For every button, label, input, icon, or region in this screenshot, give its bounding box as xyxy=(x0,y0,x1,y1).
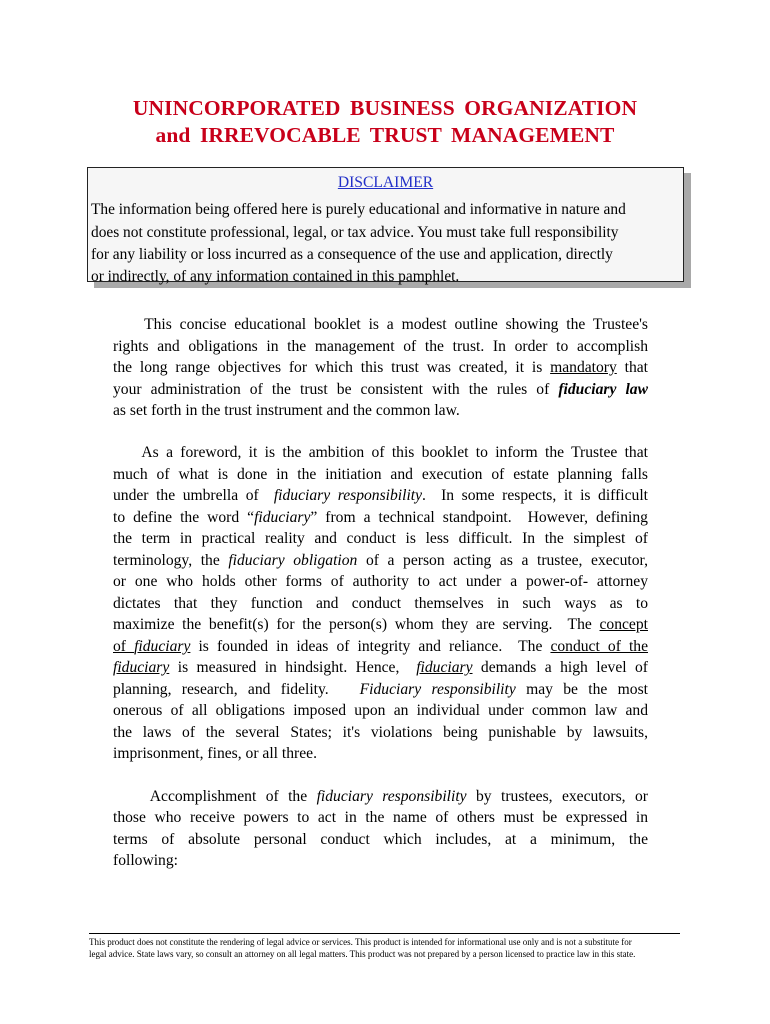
paragraph-1-line: This concise educational booklet is a modest outline showing the Trustee's xyxy=(113,316,648,333)
footer-notice-line: legal advice. State laws vary, so consult an attorney on all legal matters. This product was not prepared by a person licensed to practice law in this state. xyxy=(89,949,636,959)
text-run: may be the most xyxy=(515,681,648,698)
paragraph-1-line: as set forth in the trust instrument and the common law. xyxy=(113,402,460,419)
paragraph-3-line: following: xyxy=(113,852,178,869)
text-run: the long range objectives for which this trust was created, it is xyxy=(113,359,551,376)
paragraph-2-line xyxy=(113,637,648,657)
emphasis-underline: conduct of the xyxy=(550,638,649,655)
emphasis-underline-italic: fiduciary xyxy=(416,659,473,676)
text-run: ” from a technical standpoint. However, defining xyxy=(310,509,648,526)
paragraph-2-line: imprisonment, fines, or all three. xyxy=(113,745,317,762)
paragraph-2-line xyxy=(113,486,648,506)
document-title-line-2: and IRREVOCABLE TRUST MANAGEMENT xyxy=(155,123,615,147)
document-title-line-1: UNINCORPORATED BUSINESS ORGANIZATION xyxy=(132,96,638,120)
emphasis-italic: fiduciary responsibility xyxy=(273,487,423,504)
paragraph-1-line xyxy=(113,358,648,378)
emphasis-italic: fiduciary responsibility xyxy=(316,788,467,805)
paragraph-2-line xyxy=(113,508,648,528)
paragraph-1-line xyxy=(113,380,648,400)
disclaimer-heading: DISCLAIMER xyxy=(337,174,434,191)
text-run: terminology, the xyxy=(113,552,229,569)
paragraph-2-line: onerous of all obligations imposed upon an individual under common law and xyxy=(113,702,648,719)
text-run: is measured in hindsight. Hence, xyxy=(169,659,417,676)
paragraph-2-line xyxy=(113,615,648,635)
footer-notice-line: This product does not constitute the rendering of legal advice or services. This product is intended for informational use only and is not a substitute for xyxy=(89,937,632,947)
paragraph-3-line: those who receive powers to act in the name of others must be expressed in xyxy=(113,809,648,826)
paragraph-2-line: As a foreword, it is the ambition of this booklet to inform the Trustee that xyxy=(113,444,648,461)
emphasis-underline: of xyxy=(113,638,135,655)
paragraph-2-line: the term in practical reality and conduct is less difficult. In the simplest of xyxy=(113,530,648,547)
text-run: . In some respects, it is difficult xyxy=(422,487,648,504)
paragraph-1-line: rights and obligations in the management of the trust. In order to accomplish xyxy=(113,338,648,355)
paragraph-2-line xyxy=(113,551,648,571)
emphasis-italic: fiduciary obligation xyxy=(228,552,358,569)
text-run: of a person acting as a trustee, executor, xyxy=(357,552,648,569)
text-run: Accomplishment of the xyxy=(113,788,317,805)
footer-divider xyxy=(89,933,680,934)
text-run: that xyxy=(616,359,648,376)
paragraph-2-line: the laws of the several States; it's violations being punishable by lawsuits, xyxy=(113,724,648,741)
text-run: maximize the benefit(s) for the person(s) whom they are serving. The xyxy=(113,616,600,633)
emphasis-underline-italic: fiduciary xyxy=(134,638,191,655)
text-run: by trustees, executors, or xyxy=(466,788,648,805)
paragraph-3-line: terms of absolute personal conduct which includes, at a minimum, the xyxy=(113,831,648,848)
emphasis-italic: Fiduciary responsibility xyxy=(359,681,516,698)
text-run: under the umbrella of xyxy=(113,487,274,504)
text-run: to define the word “ xyxy=(113,509,255,526)
text-run: demands a high level of xyxy=(472,659,648,676)
paragraph-2-line: or one who holds other forms of authority to act under a power-of- attorney xyxy=(113,573,648,590)
emphasis-italic: fiduciary xyxy=(254,509,311,526)
text-run: your administration of the trust be consistent with the rules of xyxy=(113,381,559,398)
emphasis-underline: concept xyxy=(599,616,648,633)
disclaimer-box xyxy=(87,167,684,285)
paragraph-2-line xyxy=(113,658,648,678)
emphasis-underline-italic: fiduciary xyxy=(113,659,170,676)
disclaimer-text-line: does not constitute professional, legal, or tax advice. You must take full responsibility xyxy=(91,224,619,241)
paragraph-3-line xyxy=(113,787,648,807)
disclaimer-text-line: or indirectly, of any information contained in this pamphlet. xyxy=(91,268,460,285)
paragraph-2-line: dictates that they function and conduct themselves in such ways as to xyxy=(113,595,648,612)
disclaimer-text-line: for any liability or loss incurred as a consequence of the use and application, directly xyxy=(91,246,613,263)
disclaimer-text-line: The information being offered here is purely educational and informative in nature and xyxy=(91,201,626,218)
paragraph-2-line: much of what is done in the initiation and execution of estate planning falls xyxy=(113,466,648,483)
emphasis-underline: mandatory xyxy=(550,359,617,376)
paragraph-2-line xyxy=(113,680,648,700)
text-run: planning, research, and fidelity. xyxy=(113,681,360,698)
text-run: is founded in ideas of integrity and reliance. The xyxy=(190,638,551,655)
emphasis-bold-italic: fiduciary law xyxy=(558,381,648,398)
